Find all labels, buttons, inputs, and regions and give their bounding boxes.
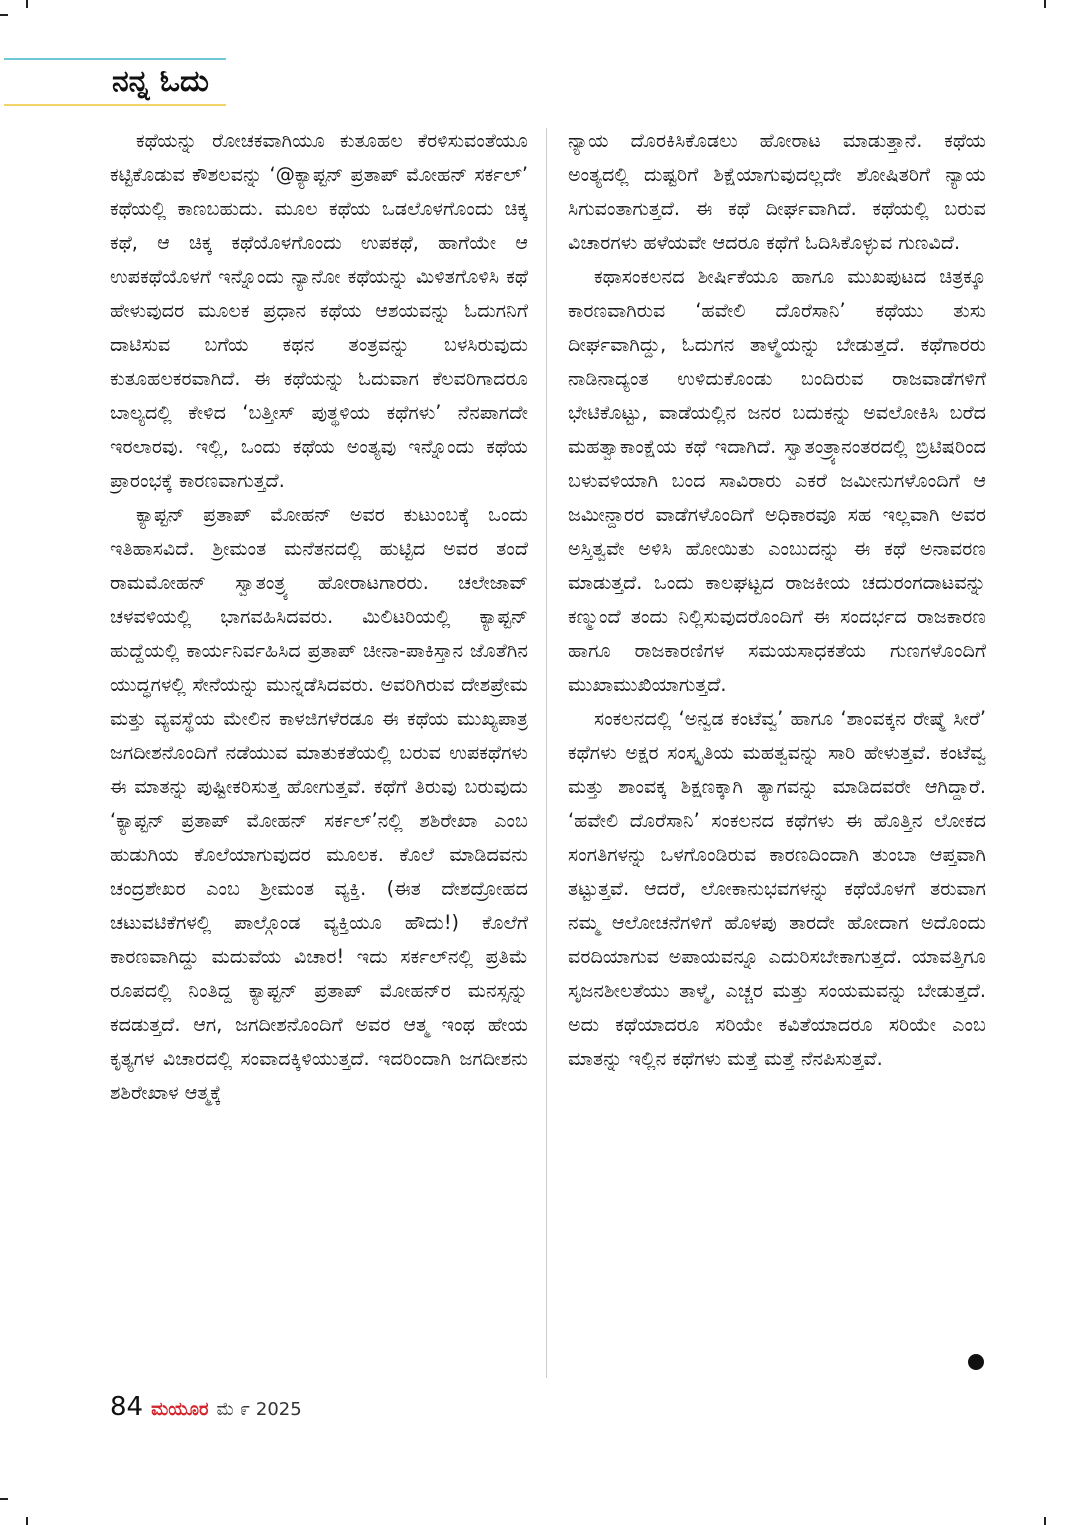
crop-mark [1044,0,1046,8]
paragraph: ಕಥೆಯನ್ನು ರೋಚಕವಾಗಿಯೂ ಕುತೂಹಲ ಕೆರಳಿಸುವಂತೆಯೂ ಕಟ್ಟಿಕೊಡುವ ಕೌಶಲವನ್ನು ‘@ಕ್ಯಾಪ್ಟನ್ ಪ್ರತಾಪ್ ಮೋಹನ್ ಸರ್ಕಲ್’ ಕಥೆಯಲ್ಲಿ ಕಾಣಬಹುದು. ಮೂಲ ಕಥೆಯ ಒಡಲೊಳಗೊಂದು ಚಿಕ್ಕ ಕಥೆ, ಆ ಚಿಕ್ಕ ಕಥೆಯೊಳಗೊಂದು ಉಪಕಥೆ, ಹಾಗೆಯೇ ಆ ಉಪಕಥೆಯೊಳಗೆ ಇನ್ನೊಂದು ನ್ಯಾನೋ ಕಥೆಯನ್ನು ಮಿಳಿತಗೊಳಿಸಿ ಕಥೆ ಹೇಳುವುದರ ಮೂಲಕ ಪ್ರಧಾನ ಕಥೆಯ ಆಶಯವನ್ನು ಓದುಗನಿಗೆ ದಾಟಿಸುವ ಬಗೆಯ ಕಥನ ತಂತ್ರವನ್ನು ಬಳಸಿರುವುದು ಕುತೂಹಲಕರವಾಗಿದೆ. ಈ ಕಥೆಯನ್ನು ಓದುವಾಗ ಕೆಲವರಿಗಾದರೂ ಬಾಲ್ಯದಲ್ಲಿ ಕೇಳಿದ ‘ಬತ್ತೀಸ್ ಪುತ್ಥಳಿಯ ಕಥೆಗಳು’ ನೆನಪಾಗದೇ ಇರಲಾರವು. ಇಲ್ಲಿ, ಒಂದು ಕಥೆಯ ಅಂತ್ಯವು ಇನ್ನೊಂದು ಕಥೆಯ ಪ್ರಾರಂಭಕ್ಕೆ ಕಾರಣವಾಗುತ್ತದೆ. [110,129,528,492]
article-column-right [568,124,986,1384]
paragraph: ಕಥಾಸಂಕಲನದ ಶೀರ್ಷಿಕೆಯೂ ಹಾಗೂ ಮುಖಪುಟದ ಚಿತ್ರಕ್ಕೂ ಕಾರಣವಾಗಿರುವ ‘ಹವೇಲಿ ದೊರೆಸಾನಿ’ ಕಥೆಯು ತುಸು ದೀರ್ಘವಾಗಿದ್ದು, ಓದುಗನ ತಾಳ್ಮೆಯನ್ನು ಬೇಡುತ್ತದೆ. ಕಥೆಗಾರರು ನಾಡಿನಾದ್ಯಂತ ಉಳಿದುಕೊಂಡು ಬಂದಿರುವ ರಾಜವಾಡೆಗಳಿಗೆ ಭೇಟಿಕೊಟ್ಟು, ವಾಡೆಯಲ್ಲಿನ ಜನರ ಬದುಕನ್ನು ಅವಲೋಕಿಸಿ ಬರೆದ ಮಹತ್ವಾಕಾಂಕ್ಷೆಯ ಕಥೆ ಇದಾಗಿದೆ. ಸ್ವಾತಂತ್ರ್ಯಾನಂತರದಲ್ಲಿ ಬ್ರಿಟಿಷರಿಂದ ಬಳುವಳಿಯಾಗಿ ಬಂದ ಸಾವಿರಾರು ಎಕರೆ ಜಮೀನುಗಳೊಂದಿಗೆ ಆ ಜಮೀನ್ದಾರರ ವಾಡೆಗಳೊಂದಿಗೆ ಅಧಿಕಾರವೂ ಸಹ ಇಲ್ಲವಾಗಿ ಅವರ ಅಸ್ತಿತ್ವವೇ ಅಳಿಸಿ ಹೋಯಿತು ಎಂಬುದನ್ನು ಈ ಕಥೆ ಅನಾವರಣ ಮಾಡುತ್ತದೆ. ಒಂದು ಕಾಲಘಟ್ಟದ ರಾಜಕೀಯ ಚದುರಂಗದಾಟವನ್ನು ಕಣ್ಮುಂದೆ ತಂದು ನಿಲ್ಲಿಸುವುದರೊಂದಿಗೆ ಈ ಸಂದರ್ಭದ ರಾಜಕಾರಣ ಹಾಗೂ ರಾಜಕಾರಣಿಗಳ ಸಮಯಸಾಧಕತೆಯ ಗುಣಗಳೊಂದಿಗೆ ಮುಖಾಮುಖಿಯಾಗುತ್ತದೆ. [568,265,986,696]
crop-mark [26,0,28,8]
crop-mark [26,1517,28,1525]
end-of-article-bullet-icon [968,1354,984,1370]
section-header [4,58,226,106]
paragraph-continuation: ನ್ಯಾಯ ದೊರಕಿಸಿಕೊಡಲು ಹೋರಾಟ ಮಾಡುತ್ತಾನೆ. ಕಥೆಯ ಅಂತ್ಯದಲ್ಲಿ ದುಷ್ಟರಿಗೆ ಶಿಕ್ಷೆಯಾಗುವುದಲ್ಲದೇ ಶೋಷಿತರಿಗೆ ನ್ಯಾಯ ಸಿಗುವಂತಾಗುತ್ತದೆ. ಈ ಕಥೆ ದೀರ್ಘವಾಗಿದೆ. ಕಥೆಯಲ್ಲಿ ಬರುವ ವಿಚಾರಗಳು ಹಳೆಯವೇ ಆದರೂ ಕಥೆಗೆ ಓದಿಸಿಕೊಳ್ಳುವ ಗುಣವಿದೆ. [568,129,986,254]
column-divider [546,128,547,1378]
article-column-left [110,124,528,1384]
magazine-logo: ಮಯೂರ [151,1399,209,1420]
header-rule-bottom [4,104,226,106]
crop-mark [0,14,8,16]
crop-mark [0,1498,8,1500]
section-title: ನನ್ನ ಓದು [112,64,209,99]
page-footer [110,1392,302,1428]
page-number: 84 [110,1392,144,1422]
paragraph: ಕ್ಯಾಪ್ಟನ್ ಪ್ರತಾಪ್ ಮೋಹನ್ ಅವರ ಕುಟುಂಬಕ್ಕೆ ಒಂದು ಇತಿಹಾಸವಿದೆ. ಶ್ರೀಮಂತ ಮನೆತನದಲ್ಲಿ ಹುಟ್ಟಿದ ಅವರ ತಂದೆ ರಾಮಮೋಹನ್ ಸ್ವಾತಂತ್ರ್ಯ ಹೋರಾಟಗಾರರು. ಚಲೇಜಾವ್ ಚಳವಳಿಯಲ್ಲಿ ಭಾಗವಹಿಸಿದವರು. ಮಿಲಿಟರಿಯಲ್ಲಿ ಕ್ಯಾಪ್ಟನ್ ಹುದ್ದೆಯಲ್ಲಿ ಕಾರ್ಯನಿರ್ವಹಿಸಿದ ಪ್ರತಾಪ್ ಚೀನಾ-ಪಾಕಿಸ್ತಾನ ಜೊತೆಗಿನ ಯುದ್ಧಗಳಲ್ಲಿ ಸೇನೆಯನ್ನು ಮುನ್ನಡೆಸಿದವರು. ಅವರಿಗಿರುವ ದೇಶಪ್ರೇಮ ಮತ್ತು ವ್ಯವಸ್ಥೆಯ ಮೇಲಿನ ಕಾಳಜಿಗಳೆರಡೂ ಈ ಕಥೆಯ ಮುಖ್ಯಪಾತ್ರ ಜಗದೀಶನೊಂದಿಗೆ ನಡೆಯುವ ಮಾತುಕತೆಯಲ್ಲಿ ಬರುವ ಉಪಕಥೆಗಳು ಈ ಮಾತನ್ನು ಪುಷ್ಟೀಕರಿಸುತ್ತ ಹೋಗುತ್ತವೆ. ಕಥೆಗೆ ತಿರುವು ಬರುವುದು ‘ಕ್ಯಾಪ್ಟನ್ ಪ್ರತಾಪ್ ಮೋಹನ್ ಸರ್ಕಲ್’ನಲ್ಲಿ ಶಶಿರೇಖಾ ಎಂಬ ಹುಡುಗಿಯ ಕೊಲೆಯಾಗುವುದರ ಮೂಲಕ. ಕೊಲೆ ಮಾಡಿದವನು ಚಂದ್ರಶೇಖರ ಎಂಬ ಶ್ರೀಮಂತ ವ್ಯಕ್ತಿ. (ಈತ ದೇಶದ್ರೋಹದ ಚಟುವಟಿಕೆಗಳಲ್ಲಿ ಪಾಲ್ಗೊಂಡ ವ್ಯಕ್ತಿಯೂ ಹೌದು!) ಕೊಲೆಗೆ ಕಾರಣವಾಗಿದ್ದು ಮದುವೆಯ ವಿಚಾರ! ಇದು ಸರ್ಕಲ್‌ನಲ್ಲಿ ಪ್ರತಿಮೆ ರೂಪದಲ್ಲಿ ನಿಂತಿದ್ದ ಕ್ಯಾಪ್ಟನ್ ಪ್ರತಾಪ್ ಮೋಹನ್‌ರ ಮನಸ್ಸನ್ನು ಕದಡುತ್ತದೆ. ಆಗ, ಜಗದೀಶನೊಂದಿಗೆ ಅವರ ಆತ್ಮ ಇಂಥ ಹೇಯ ಕೃತ್ಯಗಳ ವಿಚಾರದಲ್ಲಿ ಸಂವಾದಕ್ಕಿಳಿಯುತ್ತದೆ. ಇದರಿಂದಾಗಿ ಜಗದೀಶನು ಶಶಿರೇಖಾಳ ಆತ್ಮಕ್ಕೆ [110,503,528,1104]
paragraph: ಸಂಕಲನದಲ್ಲಿ ‘ಅನ್ವಡ ಕಂಟೆವ್ವ’ ಹಾಗೂ ‘ಶಾಂವಕ್ಕನ ರೇಷ್ಮೆ ಸೀರೆ’ ಕಥೆಗಳು ಅಕ್ಷರ ಸಂಸ್ಕೃತಿಯ ಮಹತ್ವವನ್ನು ಸಾರಿ ಹೇಳುತ್ತವೆ. ಕಂಟೆವ್ವ ಮತ್ತು ಶಾಂವಕ್ಕ ಶಿಕ್ಷಣಕ್ಕಾಗಿ ತ್ಯಾಗವನ್ನು ಮಾಡಿದವರೇ ಆಗಿದ್ದಾರೆ. ‘ಹವೇಲಿ ದೊರೆಸಾನಿ’ ಸಂಕಲನದ ಕಥೆಗಳು ಈ ಹೊತ್ತಿನ ಲೋಕದ ಸಂಗತಿಗಳನ್ನು ಒಳಗೊಂಡಿರುವ ಕಾರಣದಿಂದಾಗಿ ತುಂಬಾ ಆಪ್ತವಾಗಿ ತಟ್ಟುತ್ತವೆ. ಆದರೆ, ಲೋಕಾನುಭವಗಳನ್ನು ಕಥೆಯೊಳಗೆ ತರುವಾಗ ನಮ್ಮ ಆಲೋಚನೆಗಳಿಗೆ ಹೊಳಪು ತಾರದೇ ಹೋದಾಗ ಅದೊಂದು ವರದಿಯಾಗುವ ಅಪಾಯವನ್ನೂ ಎದುರಿಸಬೇಕಾಗುತ್ತದೆ. ಯಾವತ್ತಿಗೂ ಸೃಜನಶೀಲತೆಯು ತಾಳ್ಮೆ, ಎಚ್ಚರ ಮತ್ತು ಸಂಯಮವನ್ನು ಬೇಡುತ್ತದೆ. ಅದು ಕಥೆಯಾದರೂ ಸರಿಯೇ ಕವಿತೆಯಾದರೂ ಸರಿಯೇ ಎಂಬ ಮಾತನ್ನು ಇಲ್ಲಿನ ಕಥೆಗಳು ಮತ್ತೆ ಮತ್ತೆ ನೆನಪಿಸುತ್ತವೆ. [568,707,986,1070]
issue-date: ಮೆ ೯ 2025 [216,1399,302,1420]
crop-mark [1044,1517,1046,1525]
